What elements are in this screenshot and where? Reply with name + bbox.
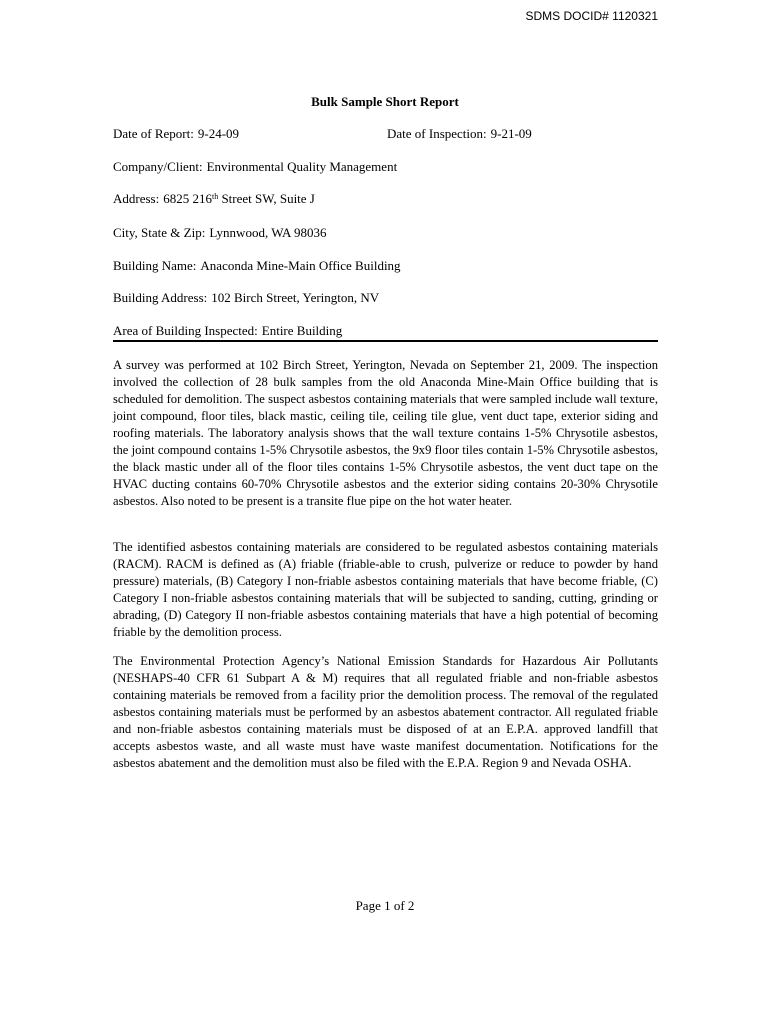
field-value	[163, 191, 315, 206]
date-of-inspection	[387, 126, 532, 142]
field-label: Area of Building Inspected:	[113, 323, 258, 338]
report-title: Bulk Sample Short Report	[311, 94, 459, 109]
page-number: Page 1 of 2	[355, 898, 415, 913]
section-divider	[113, 340, 658, 342]
field-label: City, State & Zip:	[113, 225, 206, 240]
address	[113, 191, 315, 207]
document-id: SDMS DOCID# 1120321	[525, 9, 658, 23]
building-address	[113, 290, 379, 306]
racm-paragraph: The identified asbestos containing materials are considered to be regulated asbestos containing materials (RACM). RACM is defined as (A) friable (friable-able to crush, pulverize or reduce to powder by hand pressure) materials, (B) Category I non-friable asbestos containing materials that have become friable, (C) Category I non-friable asbestos containing materials that will be subjected to sanding, cutting, grinding or abrading, (D) Category II non-friable asbestos containing materials that have a high potential of becoming friable by the demolition process.	[113, 540, 658, 639]
field-label: Date of Report:	[113, 126, 194, 141]
field-value: 9-24-09	[197, 126, 240, 141]
field-value: Environmental Quality Management	[206, 159, 398, 174]
neshaps-paragraph: The Environmental Protection Agency’s National Emission Standards for Hazardous Air Pollutants (NESHAPS-40 CFR 61 Subpart A & M) requires that all regulated friable and non-friable asbestos containing materials be removed from a facility prior the demolition process. The removal of the regulated asbestos containing materials must be performed by an asbestos abatement contractor. All regulated friable and non-friable asbestos containing materials must be disposed of at an E.P.A. approved landfill that accepts asbestos waste, and all waste must have waste manifest documentation. Notifications for the asbestos abatement and the demolition must also be filed with the E.P.A. Region 9 and Nevada OSHA.	[113, 654, 658, 770]
address-number: 6825 216	[163, 191, 212, 206]
city-state-zip	[113, 225, 326, 241]
field-label: Building Address:	[113, 290, 208, 305]
survey-paragraph: A survey was performed at 102 Birch Street, Yerington, Nevada on September 21, 2009. The inspection involved the collection of 28 bulk samples from the old Anaconda Mine-Main Office building that is scheduled for demolition. The suspect asbestos containing materials that were sampled include wall texture, joint compound, floor tiles, black mastic, ceiling tile, ceiling tile glue, vent duct tape, exterior siding and roofing materials. The laboratory analysis shows that the wall texture contains 1-5% Chrysotile asbestos, the joint compound contains 1-5% Chrysotile asbestos, the 9x9 floor tiles contain 1-5% Chrysotile asbestos, the black mastic under all of the floor tiles contains 1-5% Chrysotile asbestos, the vent duct tape on the HVAC ducting contains 60-70% Chrysotile asbestos and the exterior siding contains 20-30% Chrysotile asbestos. Also noted to be present is a transite flue pipe on the hot water heater.	[113, 358, 658, 508]
field-value: Entire Building	[261, 323, 343, 338]
building-name	[113, 258, 401, 274]
field-label: Company/Client:	[113, 159, 203, 174]
area-inspected	[113, 323, 342, 339]
company-client	[113, 159, 397, 175]
field-label: Address:	[113, 191, 160, 206]
field-value: 102 Birch Street, Yerington, NV	[211, 290, 380, 305]
field-value: 9-21-09	[490, 126, 532, 141]
date-of-report	[113, 126, 239, 142]
field-label: Building Name:	[113, 258, 197, 273]
field-label: Date of Inspection:	[387, 126, 487, 141]
address-ordinal: th	[211, 192, 219, 201]
field-value: Lynnwood, WA 98036	[209, 225, 327, 240]
field-value: Anaconda Mine-Main Office Building	[200, 258, 401, 273]
address-street: Street SW, Suite J	[218, 191, 315, 206]
